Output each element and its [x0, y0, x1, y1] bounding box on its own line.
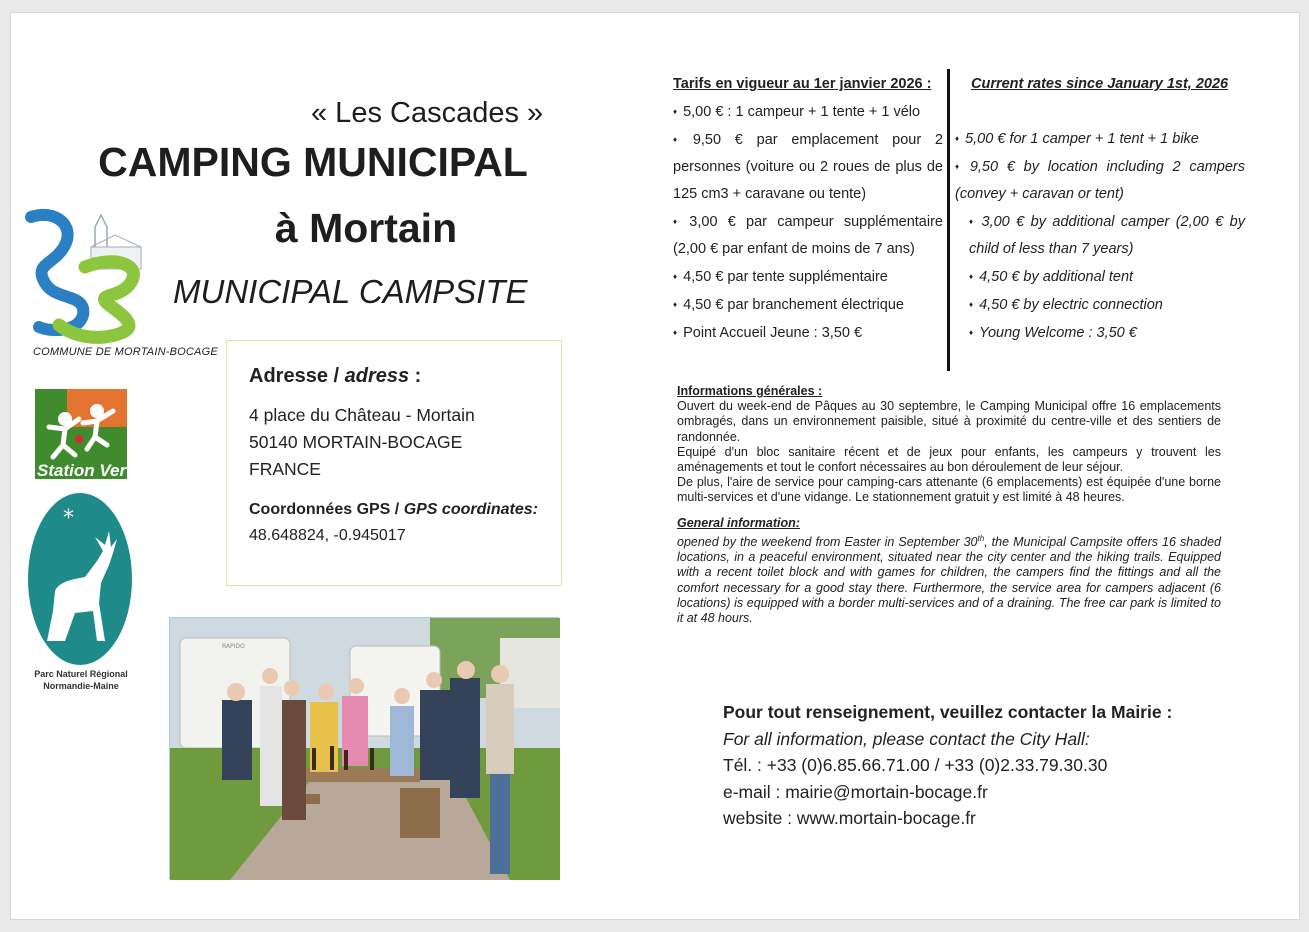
gps-title — [249, 501, 561, 519]
rate-fr-item: ♦ 3,00 € par campeur supplémentaire (2,00 € par enfant de moins de 7 ans) — [673, 208, 943, 263]
rate-en-item: ♦ 5,00 € for 1 camper + 1 tent + 1 bike — [955, 125, 1245, 153]
svg-text:*: * — [63, 506, 74, 531]
group-photo-illustration — [170, 618, 560, 880]
contact-website[interactable]: website : www.mortain-bocage.fr — [723, 808, 976, 828]
address-title-en: adress — [344, 365, 410, 387]
contact-en: For all information, please contact the City Hall: — [723, 728, 1090, 749]
rate-en-item: ♦ Young Welcome : 3,50 € — [955, 319, 1245, 347]
rate-en-item: ♦ 4,50 € by electric connection — [955, 291, 1245, 319]
contact-block — [723, 699, 1172, 832]
rates-fr-heading: Tarifs en vigueur au 1er janvier 2026 : — [673, 76, 932, 92]
contact-tel: Tél. : +33 (0)6.85.66.71.00 / +33 (0)2.33.79.30.30 — [723, 755, 1108, 775]
rate-en-item: ♦ 4,50 € by additional tent — [955, 263, 1245, 291]
rate-fr-item: ♦ 9,50 € par emplacement pour 2 personnes (voiture ou 2 roues de plus de 125 cm3 + caravane ou tente) — [673, 126, 943, 208]
rate-fr-item: ♦ Point Accueil Jeune : 3,50 € — [673, 319, 943, 347]
rate-fr-item: ♦ 5,00 € : 1 campeur + 1 tente + 1 vélo — [673, 98, 943, 126]
rate-en-item: ♦ 3,00 € by additional camper (2,00 € by child of less than 7 years) — [955, 208, 1245, 263]
commune-logo-icon — [25, 205, 155, 345]
commune-label: COMMUNE DE MORTAIN-BOCAGE — [33, 346, 218, 358]
info-fr-p3: De plus, l'aire de service pour camping-cars attenante (6 emplacements) est équipée d'une borne multi-services et d'une vidange. Le stationnement gratuit y est limité à 48 heures. — [677, 475, 1221, 505]
a-mortain-title: à Mortain — [274, 205, 458, 251]
contact-email[interactable]: e-mail : mairie@mortain-bocage.fr — [723, 781, 988, 802]
address-line-2: 50140 MORTAIN-BOCAGE — [249, 432, 463, 452]
rate-en-item: ♦ 9,50 € by location including 2 campers (convey + caravan or tent) — [955, 153, 1245, 208]
address-line-3: FRANCE — [249, 459, 321, 479]
rates-en-heading: Current rates since January 1st, 2026 — [971, 76, 1229, 92]
les-cascades-title: « Les Cascades » — [311, 97, 544, 129]
info-fr-p1: Ouvert du week-end de Pâques au 30 septembre, le Camping Municipal offre 16 emplacements ombragés, dans un environnement paisible, situé à proximité du centre-ville et des sentiers de randonnée. — [677, 399, 1221, 444]
rate-fr-item: ♦ 4,50 € par branchement électrique — [673, 291, 943, 319]
gps-title-fr: Coordonnées GPS / — [249, 501, 404, 518]
column-divider — [947, 69, 950, 371]
parc-naturel-label — [21, 668, 141, 692]
flyer-page — [10, 12, 1300, 920]
address-title-colon: : — [409, 365, 422, 387]
address-title-fr: Adresse / — [249, 365, 345, 387]
photo-sign: RAPIDO — [222, 643, 245, 650]
municipal-campsite-subtitle: MUNICIPAL CAMPSITE — [173, 273, 528, 310]
address-line-1: 4 place du Château - Mortain — [249, 405, 475, 425]
info-en-p1a: opened by the weekend from Easter in September 30 — [677, 534, 978, 549]
rates-fr-column — [673, 71, 943, 347]
address-title — [249, 365, 561, 388]
parc-naturel-deer-logo-icon — [25, 491, 135, 667]
rates-en-column — [955, 71, 1245, 347]
general-information — [677, 384, 1221, 626]
info-en-p1 — [677, 531, 1221, 626]
info-en-p1b: , the Municipal Campsite offers 16 shaded locations, in a peaceful environment, situated near the city center and the hiking trails. Equipped with a recent toilet block and with games for children, the campers find the fittings and all the comfort necessary for a good stay there. Furthermore, the service area for campers adjacent (6 locations) is equipped with a border multi-services and of a draining. The free car park is limited to it at 48 hours. — [677, 534, 1221, 625]
info-fr-p2: Equipé d'un bloc sanitaire récent et de jeux pour enfants, les campeurs y trouvent les aménagements et tout le confort nécessaires au bon déroulement de leur séjour. — [677, 444, 1221, 475]
camping-municipal-title: CAMPING MUNICIPAL — [98, 139, 528, 185]
info-fr-heading: Informations générales : — [677, 384, 823, 398]
rate-fr-item: ♦ 4,50 € par tente supplémentaire — [673, 263, 943, 291]
info-en-heading: General information: — [677, 515, 800, 530]
contact-heading: Pour tout renseignement, veuillez contacter la Mairie : — [723, 702, 1173, 722]
address-box — [226, 340, 562, 586]
info-en-sup: th — [977, 533, 985, 543]
parc-line-2: Normandie-Maine — [43, 681, 119, 691]
station-verte-label: Station Verte — [37, 461, 142, 480]
station-verte-logo — [35, 389, 142, 480]
parc-line-1: Parc Naturel Régional — [34, 669, 128, 679]
group-photo — [169, 617, 559, 879]
gps-title-en: GPS coordinates: — [403, 501, 538, 518]
gps-value: 48.648824, -0.945017 — [249, 527, 406, 544]
